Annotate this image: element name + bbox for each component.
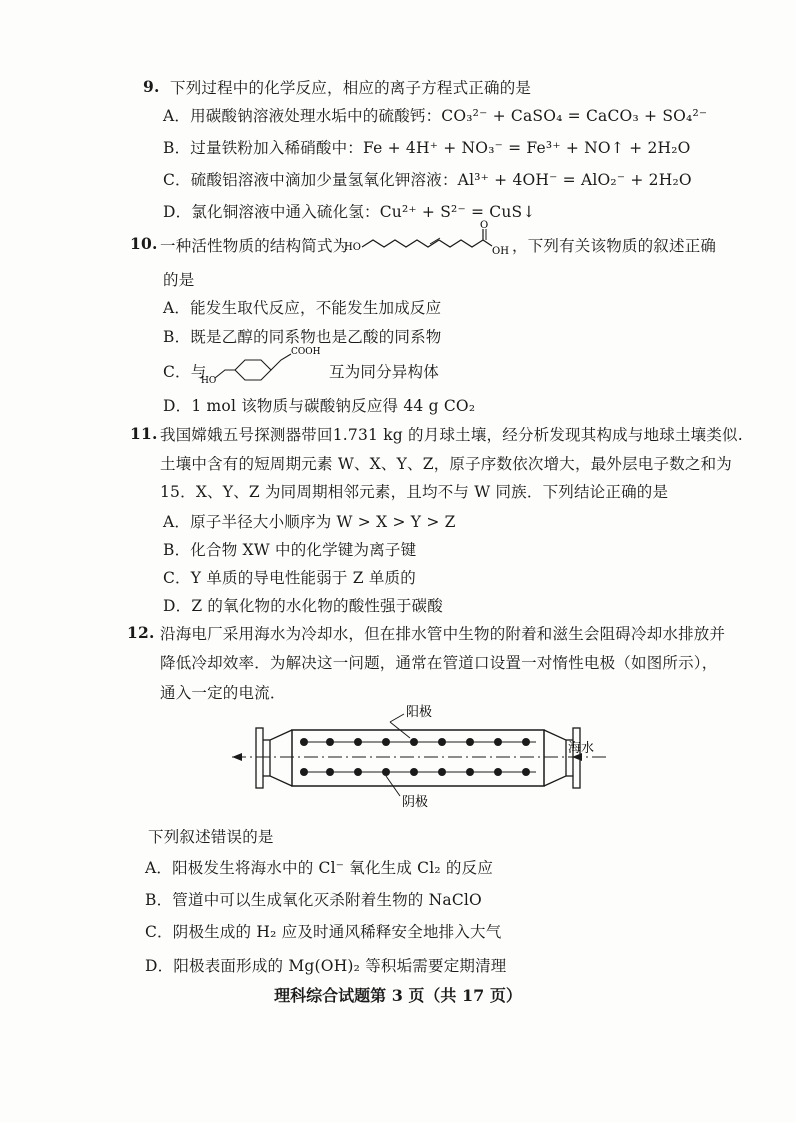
q10-stem-b: ，下列有关该物质的叙述正确: [512, 237, 717, 255]
q10-option-c-structure: [195, 338, 325, 388]
q10-oh-label: OH: [492, 246, 509, 257]
q10-stem-c: 的是: [163, 271, 195, 289]
q10-stem-a: 一种活性物质的结构简式为: [160, 237, 349, 255]
seawater-label: 海水: [568, 741, 595, 756]
q12-line-2: 降低冷却效率．为解决这一问题，通常在管道口设置一对惰性电极（如图所示），: [160, 654, 718, 672]
pipe-right-taper: [544, 730, 566, 786]
q11-line-2: 土壤中含有的短周期元素 W、X、Y、Z，原子序数依次增大，最外层电子数之和为: [160, 455, 732, 473]
q9-option-d-equation: Cu²⁺ + S²⁻ = CuS↓: [379, 203, 536, 221]
q12-option-b: B．管道中可以生成氧化灭杀附着生物的 NaClO: [145, 891, 482, 909]
outflow-arrow-icon: [232, 753, 242, 761]
q11-option-b: B．化合物 XW 中的化学键为离子键: [163, 541, 417, 559]
q9-option-a-equation: CO₃²⁻ + CaSO₄ = CaCO₃ + SO₄²⁻: [441, 107, 708, 125]
q10-structure-formula: [340, 218, 516, 258]
q11-line-3: 15．X、Y、Z 为同周期相邻元素，且均不与 W 同族．下列结论正确的是: [160, 483, 669, 501]
q9-option-b-equation: Fe + 4H⁺ + NO₃⁻ = Fe³⁺ + NO↑ + 2H₂O: [363, 139, 691, 157]
q9-option-b-text: B．过量铁粉加入稀硝酸中：: [163, 139, 363, 157]
q9-option-c-text: C．硫酸铝溶液中滴加少量氢氧化钾溶液：: [163, 171, 458, 189]
q12-number: 12.: [127, 623, 155, 642]
q10-o-label: O: [480, 220, 489, 231]
q10-carbon-chain: [362, 240, 483, 247]
q9-option-a-text: A．用碳酸钠溶液处理水垢中的硫酸钙：: [163, 107, 442, 125]
q9-stem: 下列过程中的化学反应，相应的离子方程式正确的是: [170, 79, 532, 97]
q11-number: 11.: [130, 424, 158, 443]
q11-option-d: D．Z 的氧化物的水化物的酸性强于碳酸: [163, 597, 443, 615]
q10-option-a: A．能发生取代反应，不能发生加成反应: [163, 299, 442, 317]
q12-prompt: 下列叙述错误的是: [148, 828, 274, 846]
q10-option-b: B．既是乙醇的同系物也是乙酸的同系物: [163, 328, 442, 346]
q11-option-c: C．Y 单质的导电性能弱于 Z 单质的: [163, 569, 416, 587]
q12-option-c: C．阴极生成的 H₂ 应及时通风稀释安全地排入大气: [145, 923, 502, 941]
q10-option-c-ring: [235, 360, 271, 380]
q9-number: 9.: [143, 77, 160, 96]
q11-line-1: 我国嫦娥五号探测器带回1.731 kg 的月球土壤，经分析发现其构成与地球土壤类似.: [160, 426, 743, 444]
q12-option-d: D．阳极表面形成的 Mg(OH)₂ 等积垢需要定期清理: [145, 957, 507, 975]
q10-number: 10.: [130, 234, 158, 253]
q10-option-c-ho: HO: [201, 376, 217, 386]
q12-option-a: A．阳极发生将海水中的 Cl⁻ 氧化生成 Cl₂ 的反应: [145, 859, 494, 877]
q10-option-c-suffix: 互为同分异构体: [329, 363, 439, 381]
q9-option-d-text: D．氯化铜溶液中通入硫化氢：: [163, 203, 380, 221]
q10-option-d: D．1 mol 该物质与碳酸钠反应得 44 g CO₂: [163, 397, 476, 415]
q9-option-a: [163, 104, 707, 126]
page-footer: 理科综合试题第 3 页（共 17 页）: [274, 986, 522, 1005]
q10-ho-label: HO: [344, 242, 361, 253]
left-flange: [256, 728, 263, 788]
q12-line-3: 通入一定的电流．: [160, 684, 286, 702]
q12-line-1: 沿海电厂采用海水为冷却水，但在排水管中生物的附着和滋生会阻碍冷却水排放并: [160, 625, 726, 643]
electrode-pipe-diagram: [220, 700, 620, 820]
anode-label: 阳极: [406, 705, 433, 720]
q10-option-c-cooh: COOH: [291, 347, 321, 357]
q11-option-a: A．原子半径大小顺序为 W > X > Y > Z: [163, 513, 456, 531]
q9-option-c: [163, 168, 692, 190]
cathode-label: 阴极: [402, 795, 429, 810]
q10-option-c-prefix: C．与: [163, 363, 207, 381]
pipe-left-taper: [270, 730, 292, 786]
q9-option-c-equation: Al³⁺ + 4OH⁻ = AlO₂⁻ + 2H₂O: [457, 171, 692, 189]
q9-option-b: [163, 136, 691, 158]
